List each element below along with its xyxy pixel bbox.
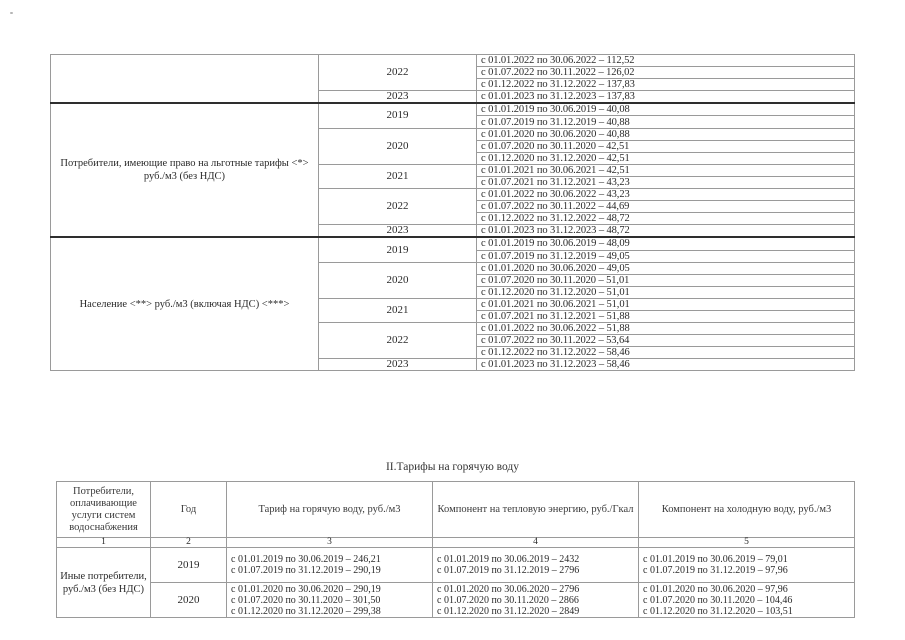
header-year: Год (151, 482, 227, 538)
consumer-cell (51, 55, 319, 104)
tariff-table-cold-water (50, 50, 855, 371)
period-cell: с 01.07.2022 по 30.11.2022 – 44,69 (477, 201, 855, 213)
column-number: 1 (57, 538, 151, 548)
period-line: с 01.01.2019 по 30.06.2019 – 79,01 (643, 554, 788, 565)
period-cell: с 01.07.2021 по 31.12.2021 – 51,88 (477, 310, 855, 322)
table-row (57, 583, 855, 618)
year-cell: 2020 (151, 583, 227, 618)
year-cell: 2022 (319, 323, 477, 359)
cold-cell (639, 548, 855, 583)
period-cell: с 01.01.2021 по 30.06.2021 – 51,01 (477, 298, 855, 310)
period-cell: с 01.01.2022 по 30.06.2022 – 51,88 (477, 323, 855, 335)
period-line: с 01.01.2020 по 30.06.2020 – 290,19 (231, 583, 381, 595)
tariff-cell (227, 583, 433, 618)
period-cell: с 01.01.2023 по 31.12.2023 – 137,83 (477, 91, 855, 104)
table-row (51, 55, 855, 67)
period-cell: с 01.01.2020 по 30.06.2020 – 49,05 (477, 262, 855, 274)
period-cell: с 01.07.2019 по 31.12.2019 – 40,88 (477, 116, 855, 128)
consumer-cell: Население <**> руб./м3 (включая НДС) <***> (51, 237, 319, 371)
period-cell: с 01.12.2022 по 31.12.2022 – 48,72 (477, 213, 855, 225)
period-line: с 01.07.2020 по 30.11.2020 – 104,46 (643, 594, 793, 606)
tariff-table-hot-water (56, 481, 855, 618)
heat-cell (433, 548, 639, 583)
section-title: II.Тарифы на горячую воду (385, 461, 520, 473)
period-line: с 01.07.2019 по 31.12.2019 – 290,19 (231, 565, 381, 576)
period-line: с 01.07.2019 по 31.12.2019 – 2796 (437, 565, 580, 576)
period-cell: с 01.07.2020 по 30.11.2020 – 42,51 (477, 140, 855, 152)
period-cell: с 01.07.2022 по 30.11.2022 – 53,64 (477, 335, 855, 347)
period-line: с 01.12.2020 по 31.12.2020 – 299,38 (231, 605, 381, 617)
header-heat-component: Компонент на тепловую энергию, руб./Гкал (433, 482, 639, 538)
period-cell: с 01.01.2019 по 30.06.2019 – 40,08 (477, 103, 855, 116)
period-cell: с 01.01.2021 по 30.06.2021 – 42,51 (477, 164, 855, 176)
header-cold-water-component: Компонент на холодную воду, руб./м3 (639, 482, 855, 538)
period-line: с 01.01.2019 по 30.06.2019 – 2432 (437, 554, 580, 565)
period-cell: с 01.01.2023 по 31.12.2023 – 48,72 (477, 225, 855, 238)
tariff-cell (227, 548, 433, 583)
scan-speck (10, 12, 13, 14)
column-number: 3 (227, 538, 433, 548)
period-line: с 01.12.2020 по 31.12.2020 – 2849 (437, 605, 580, 617)
period-cell: с 01.07.2021 по 31.12.2021 – 43,23 (477, 176, 855, 188)
period-cell: с 01.01.2023 по 31.12.2023 – 58,46 (477, 359, 855, 371)
year-cell: 2020 (319, 262, 477, 298)
period-cell: с 01.01.2022 по 30.06.2022 – 112,52 (477, 55, 855, 67)
year-cell: 2019 (319, 237, 477, 262)
table-row (57, 548, 855, 583)
table-row (51, 103, 855, 116)
period-cell: с 01.12.2022 по 31.12.2022 – 58,46 (477, 347, 855, 359)
period-cell: с 01.12.2022 по 31.12.2022 – 137,83 (477, 79, 855, 91)
period-line: с 01.07.2019 по 31.12.2019 – 97,96 (643, 565, 788, 576)
period-cell: с 01.07.2022 по 30.11.2022 – 126,02 (477, 67, 855, 79)
column-number-row (57, 538, 855, 548)
header-row (57, 482, 855, 538)
year-cell: 2021 (319, 164, 477, 188)
period-line: с 01.07.2020 по 30.11.2020 – 301,50 (231, 594, 381, 606)
period-cell: с 01.01.2020 по 30.06.2020 – 40,88 (477, 128, 855, 140)
period-cell: с 01.07.2019 по 31.12.2019 – 49,05 (477, 250, 855, 262)
period-line: с 01.07.2020 по 30.11.2020 – 2866 (437, 594, 579, 606)
period-line: с 01.01.2020 по 30.06.2020 – 2796 (437, 583, 580, 595)
period-line: с 01.01.2019 по 30.06.2019 – 246,21 (231, 554, 381, 565)
column-number: 2 (151, 538, 227, 548)
period-cell: с 01.07.2020 по 30.11.2020 – 51,01 (477, 274, 855, 286)
year-cell: 2019 (151, 548, 227, 583)
year-cell: 2019 (319, 103, 477, 128)
year-cell: 2021 (319, 298, 477, 322)
year-cell: 2022 (319, 55, 477, 91)
period-cell: с 01.12.2020 по 31.12.2020 – 42,51 (477, 152, 855, 164)
period-cell: с 01.01.2019 по 30.06.2019 – 48,09 (477, 237, 855, 250)
year-cell: 2022 (319, 189, 477, 225)
cold-cell (639, 583, 855, 618)
year-cell: 2023 (319, 225, 477, 238)
header-consumers: Потребители, оплачивающие услуги систем водоснабжения (57, 482, 151, 538)
column-number: 5 (639, 538, 855, 548)
consumer-cell: Потребители, имеющие право на льготные тарифы <*> руб./м3 (без НДС) (51, 103, 319, 237)
period-line: с 01.12.2020 по 31.12.2020 – 103,51 (643, 605, 793, 617)
table-row (51, 237, 855, 250)
period-cell: с 01.01.2022 по 30.06.2022 – 43,23 (477, 189, 855, 201)
heat-cell (433, 583, 639, 618)
column-number: 4 (433, 538, 639, 548)
year-cell: 2023 (319, 91, 477, 104)
consumer-cell: Иные потребители, руб./м3 (без НДС) (57, 548, 151, 618)
year-cell: 2020 (319, 128, 477, 164)
tariff-table-body (51, 50, 855, 371)
period-line: с 01.01.2020 по 30.06.2020 – 97,96 (643, 583, 788, 595)
period-cell: с 01.12.2020 по 31.12.2020 – 51,01 (477, 286, 855, 298)
header-hot-water-tariff: Тариф на горячую воду, руб./м3 (227, 482, 433, 538)
year-cell: 2023 (319, 359, 477, 371)
